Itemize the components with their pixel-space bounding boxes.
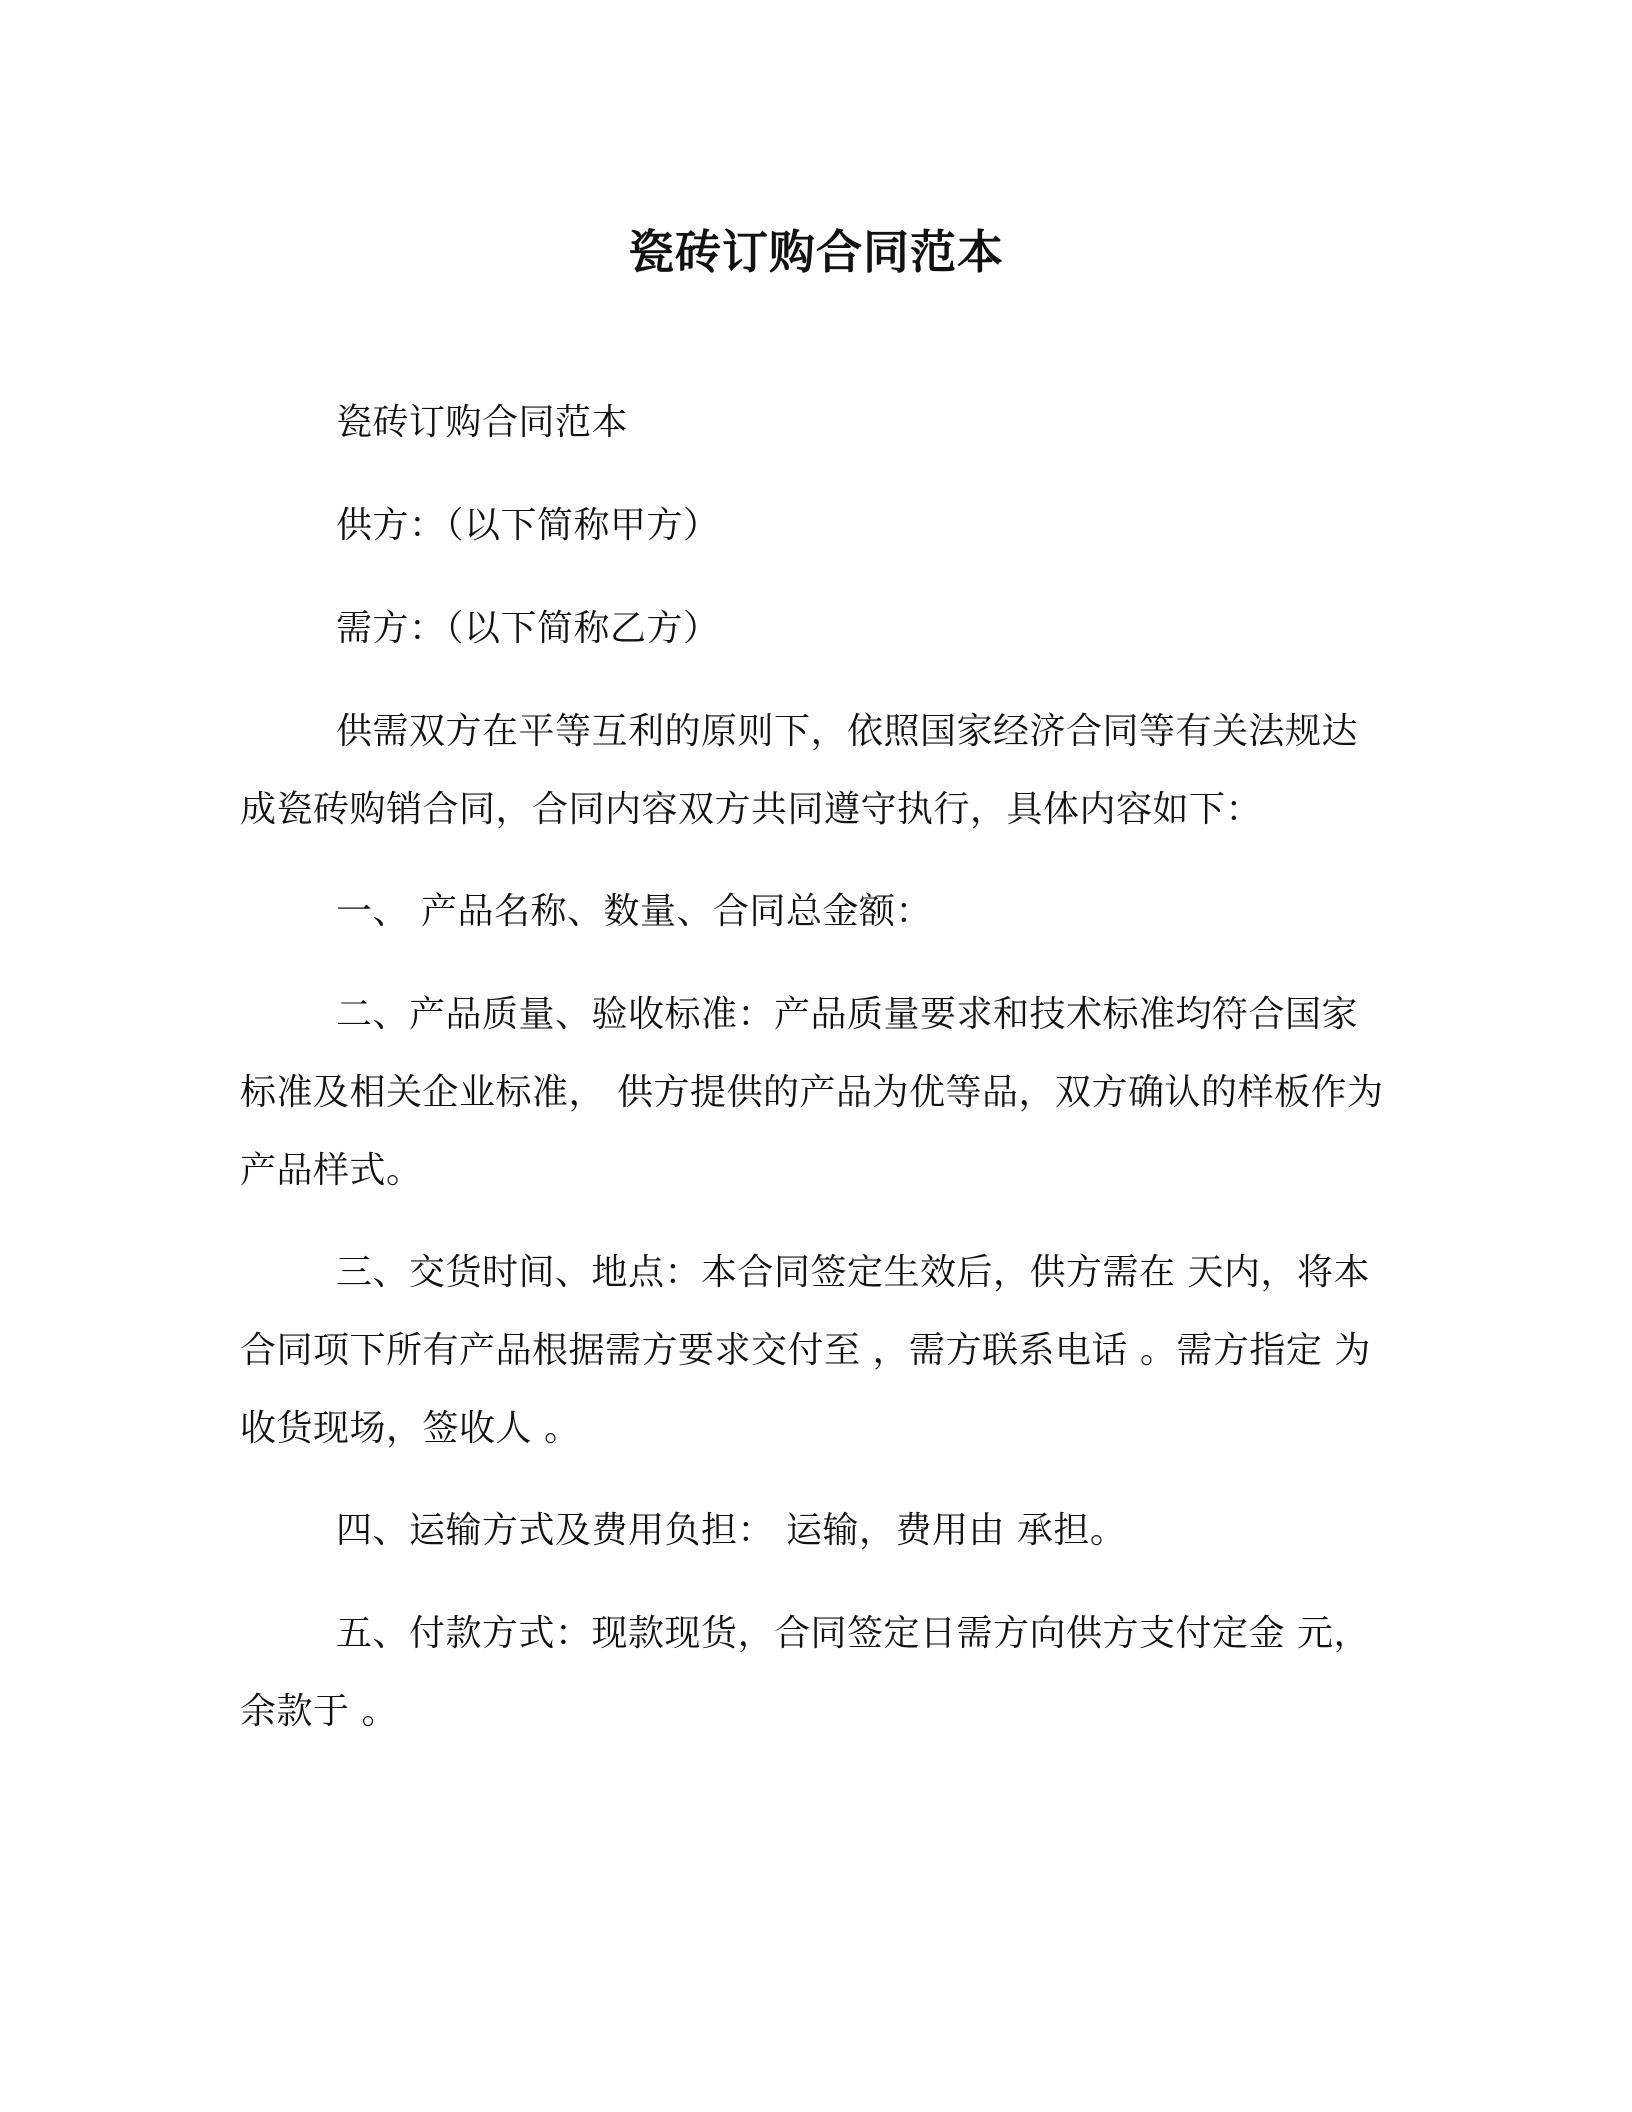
- section-2-paragraph: 二、产品质量、验收标准：产品质量要求和技术标准均符合国家标准及相关企业标准， 供方提供的产品为优等品，双方确认的样板作为产品样式。: [240, 994, 1384, 1191]
- document-title: 瓷砖订购合同范本: [628, 225, 1004, 279]
- section-1-paragraph: 一、 产品名称、数量、合同总金额：: [336, 891, 932, 932]
- section-5-paragraph: 五、付款方式：现款现货，合同签定日需方向供方支付定金 元，余款于 。: [240, 1613, 1370, 1732]
- intro-paragraph: 供需双方在平等互利的原则下，依照国家经济合同等有关法规达成瓷砖购销合同，合同内容双方共同遵守执行，具体内容如下：: [240, 711, 1359, 830]
- section-4-paragraph: 四、运输方式及费用负担： 运输，费用由 承担。: [336, 1510, 1127, 1551]
- section-3-paragraph: 三、交货时间、地点：本合同签定生效后，供方需在 天内，将本合同项下所有产品根据需方要求交付至 ，需方联系电话 。需方指定 为收货现场，签收人 。: [240, 1252, 1371, 1449]
- supplier-paragraph: 供方：（以下简称甲方）: [336, 505, 720, 546]
- subtitle-paragraph: 瓷砖订购合同范本: [336, 402, 629, 443]
- buyer-paragraph: 需方：（以下简称乙方）: [336, 608, 720, 649]
